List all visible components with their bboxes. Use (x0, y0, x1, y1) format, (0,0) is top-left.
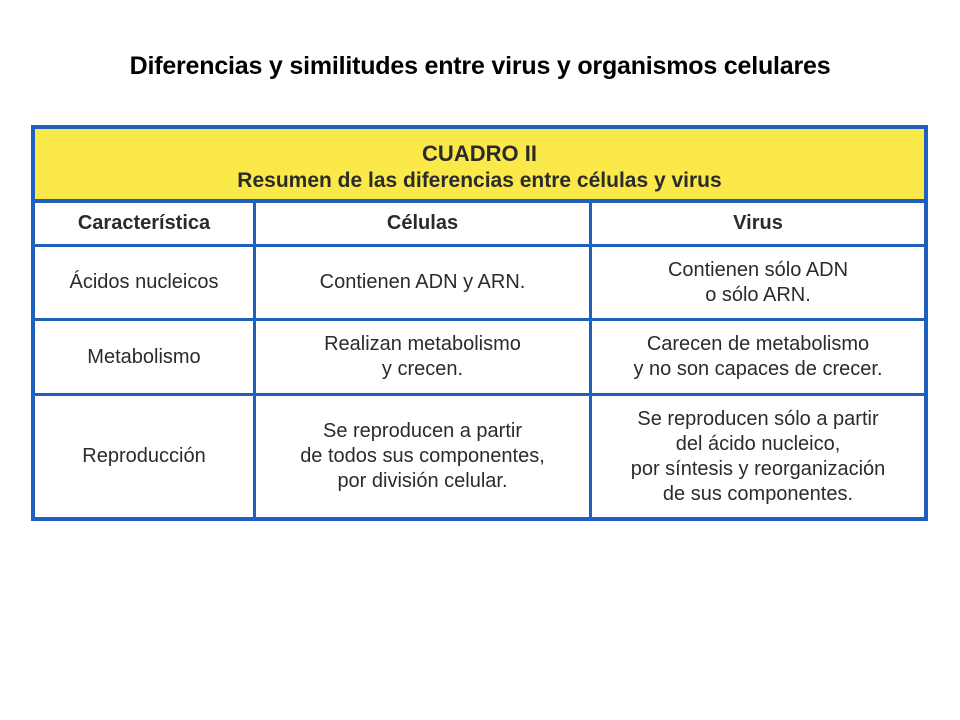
slide-title: Diferencias y similitudes entre virus y organismos celulares (129, 52, 831, 80)
caption-title: CUADRO II (422, 141, 537, 166)
header-virus: Virus (733, 212, 783, 234)
table-caption (35, 129, 924, 203)
row-acidos-cells: Contienen ADN y ARN. (319, 271, 526, 293)
row-reproduccion-feature: Reproducción (82, 445, 206, 467)
row-reproduccion-virus: Se reproducen sólo a partir del ácido nucleico, por síntesis y reorganización de sus componentes. (630, 407, 886, 505)
row-metabolismo-feature: Metabolismo (87, 345, 201, 368)
header-caracteristica: Característica (77, 212, 211, 234)
header-celulas: Células (386, 212, 459, 234)
row-acidos-virus: Contienen sólo ADN o sólo ARN. (667, 258, 849, 306)
comparison-table (31, 125, 928, 521)
row-metabolismo-cells: Realizan metabolismo y crecen. (324, 333, 521, 380)
row-metabolismo-virus: Carecen de metabolismo y no son capaces de crecer. (633, 333, 883, 380)
row-acidos-feature: Ácidos nucleicos (69, 271, 219, 293)
caption-subtitle: Resumen de las diferencias entre células y virus (237, 169, 722, 192)
row-reproduccion-cells: Se reproducen a partir de todos sus componentes, por división celular. (300, 420, 545, 492)
